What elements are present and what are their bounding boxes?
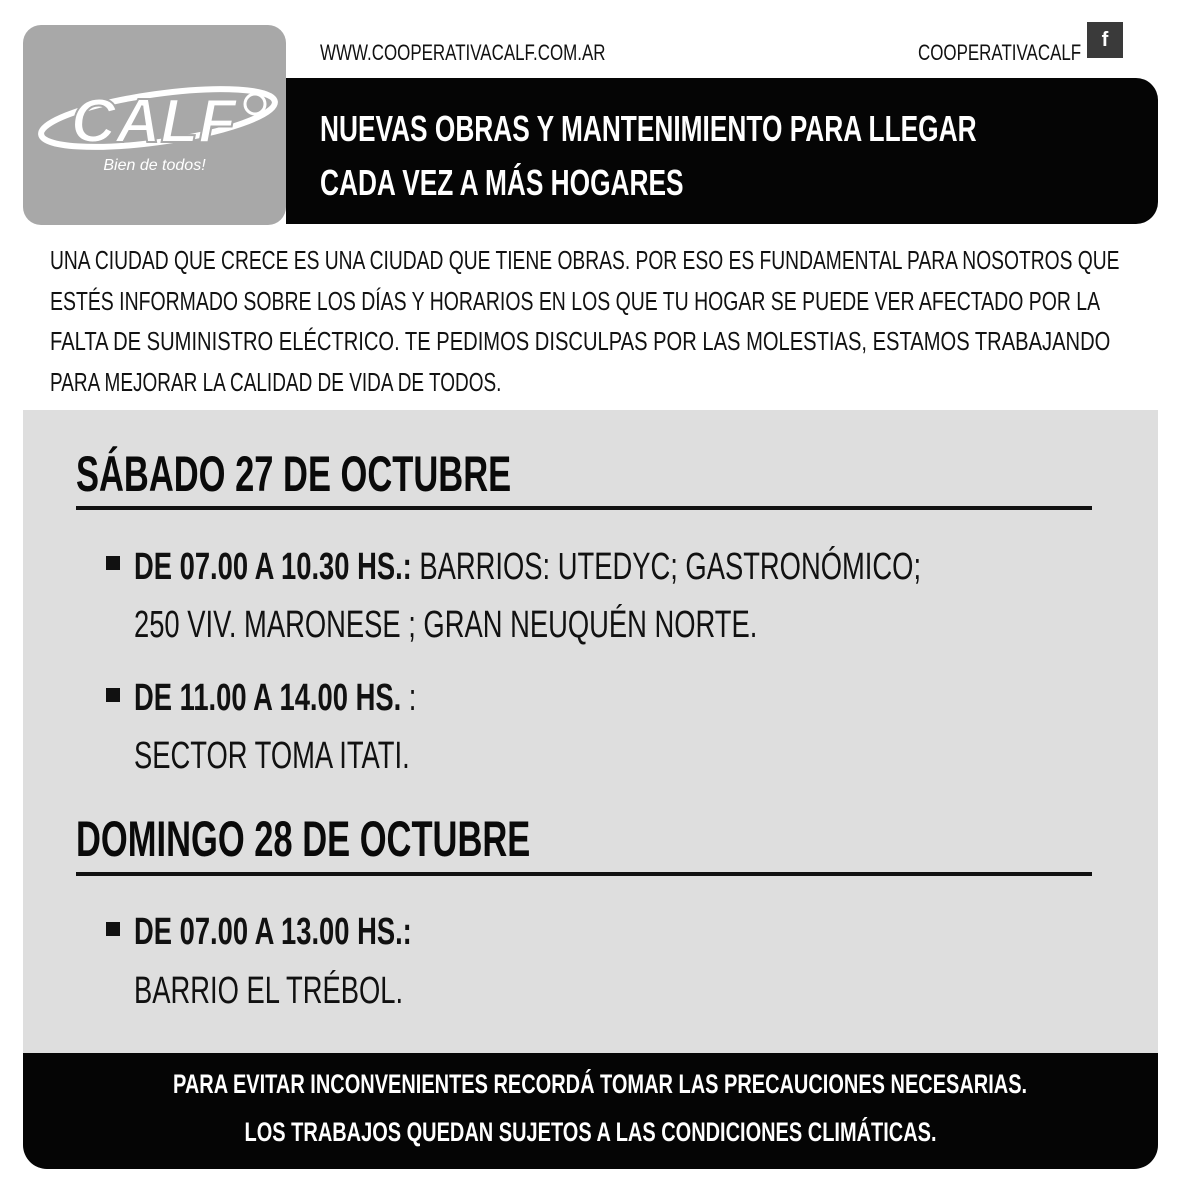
calf-logo <box>33 80 283 160</box>
logo-box <box>23 25 286 225</box>
day-title-sunday: DOMINGO 28 DE OCTUBRE <box>76 811 531 867</box>
bullet-marker <box>106 688 120 702</box>
header-bar <box>286 78 1158 224</box>
day-divider <box>76 872 1092 876</box>
footer-note-line2: LOS TRABAJOS QUEDAN SUJETOS A LAS CONDICIONES CLIMÁTICAS. <box>244 1117 937 1147</box>
bullet-marker <box>106 556 120 570</box>
intro-line: UNA CIUDAD QUE CRECE ES UNA CIUDAD QUE TIENE OBRAS. POR ESO ES FUNDAMENTAL PARA NOSOTROS QUE <box>50 245 1120 275</box>
day-title-saturday: SÁBADO 27 DE OCTUBRE <box>76 446 512 502</box>
day-divider <box>76 506 1092 510</box>
intro-line: ESTÉS INFORMADO SOBRE LOS DÍAS Y HORARIOS EN LOS QUE TU HOGAR SE PUEDE VER AFECTADO POR LA <box>50 285 1101 316</box>
logo-text: CALF <box>71 87 237 156</box>
schedule-item-detail: 250 VIV. MARONESE ; GRAN NEUQUÉN NORTE. <box>134 604 758 646</box>
schedule-item-time: DE 07.00 A 13.00 HS.: <box>134 911 412 953</box>
page-title-line1: NUEVAS OBRAS Y MANTENIMIENTO PARA LLEGAR <box>320 108 977 149</box>
intro-line: FALTA DE SUMINISTRO ELÉCTRICO. TE PEDIMOS DISCULPAS POR LAS MOLESTIAS, ESTAMOS TRABAJANDO <box>50 326 1111 356</box>
facebook-icon[interactable]: f <box>1087 22 1123 58</box>
website-link[interactable]: WWW.COOPERATIVACALF.COM.AR <box>320 40 606 65</box>
schedule-item-time: DE 11.00 A 14.00 HS. : <box>134 677 417 719</box>
bullet-marker <box>106 922 120 936</box>
intro-line: PARA MEJORAR LA CALIDAD DE VIDA DE TODOS. <box>50 366 502 397</box>
social-handle[interactable]: COOPERATIVACALF <box>918 40 1082 65</box>
intro-paragraph <box>50 240 1126 402</box>
page-title-line2: CADA VEZ A MÁS HOGARES <box>320 162 684 203</box>
schedule-item-time: DE 07.00 A 10.30 HS.: BARRIOS: UTEDYC; GASTRONÓMICO; <box>134 546 922 588</box>
footer-bar <box>23 1053 1158 1169</box>
logo-tagline: Bien de todos! <box>103 157 206 174</box>
schedule-item-detail: BARRIO EL TRÉBOL. <box>134 970 404 1012</box>
footer-note-line1: PARA EVITAR INCONVENIENTES RECORDÁ TOMAR LAS PRECAUCIONES NECESARIAS. <box>173 1069 1028 1099</box>
schedule-item-detail: SECTOR TOMA ITATI. <box>134 735 410 777</box>
